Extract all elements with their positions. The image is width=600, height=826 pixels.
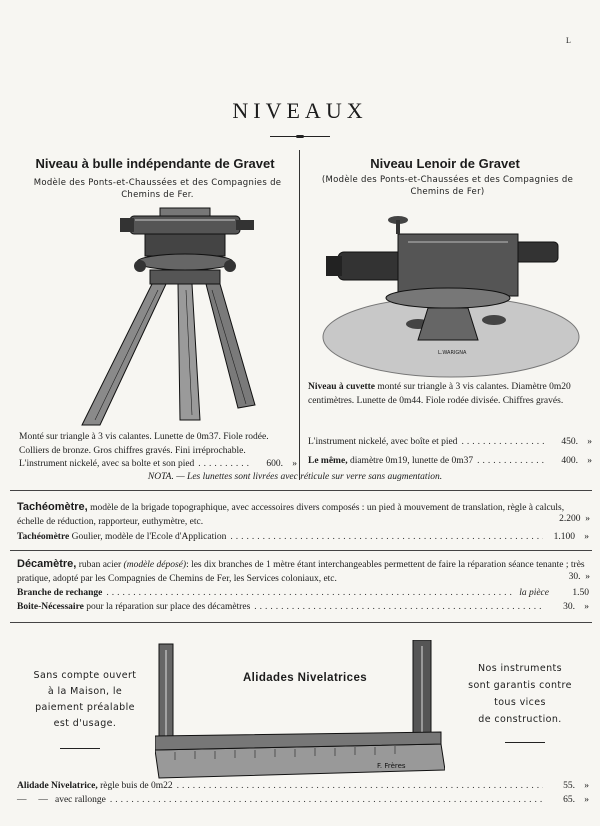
decametre-unit: » [585,572,590,582]
nota-line: NOTA. — Les lunettes sont livrées avec réticule sur verre sans augmentation. [147,472,443,482]
section-rule-1 [10,490,592,491]
branche-label: Branche de rechange [17,588,103,598]
alidade-label: règle buis de 0m22 [100,781,173,791]
branche-qualifier: la pièce [519,588,549,598]
boite-label: pour la réparation sur place des décamètres [86,602,251,612]
decametre-price-box [530,572,590,582]
boite-bold: Boite-Nécessaire [17,602,84,612]
boite-necessaire-line [17,602,589,612]
level-on-tripod-engraving [40,200,290,430]
tacheometre-unit: » [585,514,590,524]
section-rule-2 [10,550,592,551]
tacheometre-goulier-line [17,532,589,542]
goulier-unit: » [584,532,589,542]
boite-unit: » [584,602,589,612]
right-price-line-1 [308,437,592,447]
branche-rechange-line [17,588,589,598]
right-heading: Niveau Lenoir de Gravet [370,156,520,171]
lenoir-level-engraving [318,212,584,380]
alidade-ruler-engraving [155,640,445,780]
left-price-unit: » [292,459,297,469]
title-ornament [296,135,304,138]
right-desc-bold: Niveau à cuvette [308,382,376,392]
alidade-rallonge-label: avec rallonge [55,795,106,805]
right-desc-text: monté sur triangle à 3 vis calantes. Diamètre 0m20 centimètres. Lunette de 0m44. Fiole rodée divisée. Chiffres gravés. [308,382,571,406]
alidade-line-1 [17,781,589,791]
goulier-label: Goulier, modèle de l'Ecole d'Application [71,532,227,542]
right-line2-bold: Le même, [308,456,348,466]
right-description [308,380,592,408]
right-line1-unit: » [587,437,592,447]
decametre-price: 30. [568,572,581,582]
boite-price: 30. [563,602,575,612]
left-subtitle: Modèle des Ponts-et-Chaussées et des Compagnies de Chemins de Fer. [33,178,282,200]
engraver-signature: L.WARIGNA [438,350,467,356]
column-divider [299,150,300,480]
alidade-box-title: Alidades Nivelatrices [242,672,368,684]
right-price-line-2 [308,456,592,466]
right-note-rule [505,742,545,743]
right-line1-label: L'instrument nickelé, avec boîte et pied [308,437,458,447]
alidade-dash: — — [17,795,48,805]
left-description: Monté sur triangle à 3 vis calantes. Lunette de 0m37. Fiole rodée. Colliers de bronze. Gros chiffres gravés. Fini irréprochable. [19,432,269,456]
ruler-maker-mark: F. Frères [377,762,406,770]
alidade-rallonge-unit: » [584,795,589,805]
left-price-line [19,459,297,469]
tacheometre-block [17,500,589,529]
margin-mark: L [566,36,571,45]
left-payment-note: Sans compte ouvert à la Maison, le paiement préalable est d'usage. [33,670,137,729]
alidade-unit: » [584,781,589,791]
right-line2-unit: » [587,456,592,466]
right-subtitle: (Modèle des Ponts-et-Chaussées et des Compagnies de Chemins de Fer) [321,175,574,197]
decametre-desc-b: : les dix branches de 1 mètre étant interchangeables permettent de faire la réparation séance tenante ; très pratique, adopté par les Compagnies de Chemins de Fer, les Services coloniaux, etc. [17,560,585,584]
left-price-value: 600. [266,459,283,469]
tacheometre-desc: modèle de la brigade topographique, avec accessoires divers composés : un pied à mouvement de translation, règle à calculs, échelle de réduction, rapporteur, euthymètre, etc. [17,503,565,527]
branche-price: 1.50 [572,588,589,598]
right-line2-price: 400. [561,456,578,466]
right-line2-label: diamètre 0m19, lunette de 0m37 [349,456,474,466]
left-note-rule [60,748,100,749]
page-title: NIVEAUX [232,98,368,123]
tacheometre-name: Tachéomètre, [17,501,88,513]
tacheometre-price-box [530,514,590,524]
decametre-name: Décamètre, [17,558,77,570]
alidade-bold: Alidade Nivelatrice, [17,781,98,791]
goulier-price: 1.100 [553,532,575,542]
decametre-desc-italic: (modèle déposé) [123,560,187,570]
alidade-price: 55. [563,781,575,791]
alidade-line-2 [17,795,589,805]
tacheometre-price: 2.200 [559,514,581,524]
section-rule-3 [10,622,592,623]
left-price-label: L'instrument nickelé, avec sa bolte et son pied [19,459,195,469]
alidade-rallonge-price: 65. [563,795,575,805]
goulier-bold: Tachéomètre [17,532,70,542]
right-line1-price: 450. [561,437,578,447]
decametre-desc-a: ruban acier [78,560,122,570]
left-heading: Niveau à bulle indépendante de Gravet [35,156,275,171]
right-guarantee-note: Nos instruments sont garantis contre tous vices de construction. [468,663,572,725]
decametre-block [17,557,589,586]
